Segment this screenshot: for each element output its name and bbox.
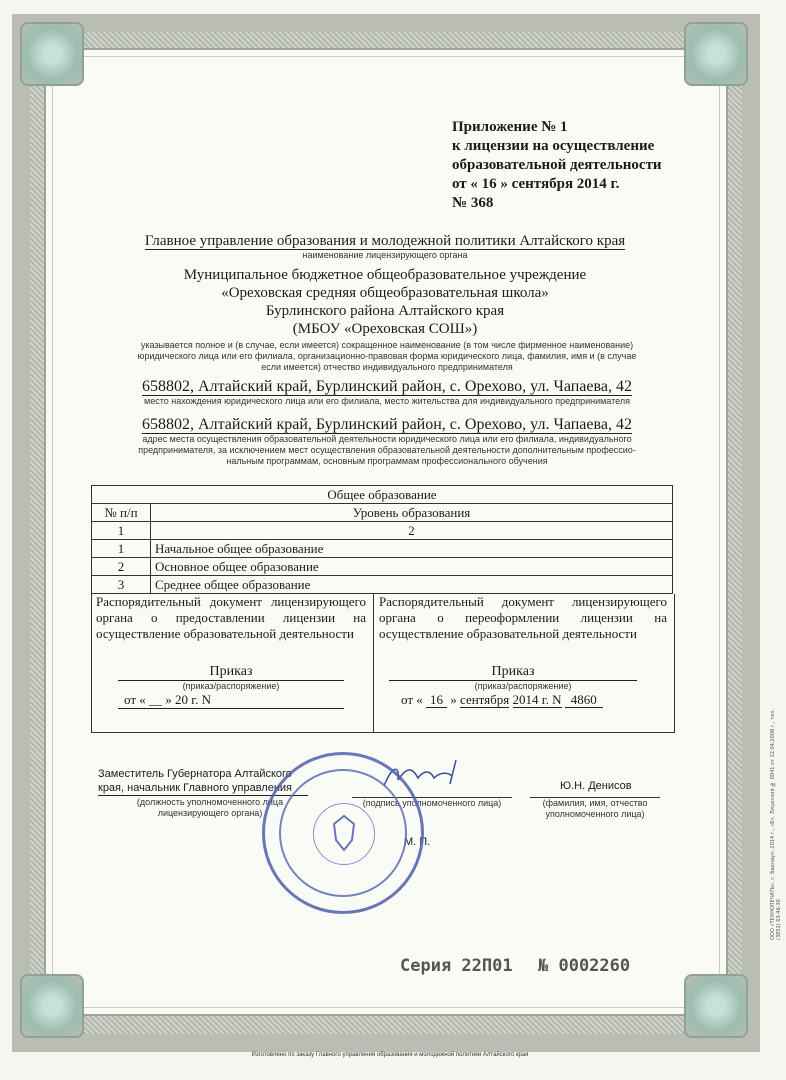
- location-value: 658802, Алтайский край, Бурлинский район, с. Орехово, ул. Чапаева, 42: [142, 378, 632, 395]
- licensee-line-3: Бурлинского района Алтайского края: [265, 303, 505, 319]
- order-right-type: Приказ: [389, 664, 637, 681]
- corner-ornament-br: [684, 974, 748, 1038]
- side-imprint: ООО «ТЕХНОПЕЧАТЬ», г. Барнаул, 2014 г., «Б». Лицензия № 0041 от 22.04.2008 г., тел. (3852) 63-46-36: [770, 709, 782, 940]
- order-right-date-prefix: от «: [401, 692, 423, 707]
- licensee-caption-2: юридического лица или его филиала, организационно-правовая форма юридического лица, фамилия, имя и (в случае: [137, 351, 637, 361]
- activity-address-caption-2: предпринимателя, за исключением мест осуществления образовательной деятельности дополнительным профессио-: [138, 445, 636, 455]
- signatory-name: Ю.Н. Денисов: [560, 780, 632, 792]
- signature-caption: (подпись уполномоченного лица): [352, 797, 512, 809]
- official-seal: [262, 752, 424, 914]
- position-caption-2: лицензирующего органа): [157, 808, 263, 818]
- order-right: [379, 594, 667, 732]
- orders-divider: [373, 594, 374, 732]
- licensee-caption-3: если имеется) отчество индивидуального предпринимателя: [261, 362, 513, 372]
- licensing-body: [100, 233, 670, 261]
- name-caption-1: (фамилия, имя, отчество: [542, 798, 648, 808]
- licensing-body-caption: наименование лицензирующего органа: [302, 250, 468, 260]
- order-left-text: Распорядительный документ лицензирующего органа о предоставлении лицензии на осуществление образовательной деятельности: [96, 594, 366, 641]
- row-level: Начальное общее образование: [151, 540, 673, 558]
- order-right-date-mid: »: [450, 692, 457, 707]
- appendix-number: № 368: [452, 195, 494, 211]
- row-num: 3: [92, 576, 151, 594]
- order-left-date: от « __ » 20 г. N: [118, 692, 344, 709]
- licensee-line-4: (МБОУ «Ореховская СОШ»): [292, 321, 478, 337]
- row-num: 2: [92, 558, 151, 576]
- appendix-header: [452, 118, 672, 213]
- stamp-place-mark: М. П.: [404, 836, 431, 848]
- licensee-line-2: «Ореховская средняя общеобразовательная школа»: [221, 285, 549, 301]
- table-row: [92, 576, 673, 594]
- activity-address-caption-3: нальным программам, основным программам профессионального обучения: [226, 456, 548, 466]
- location-caption: место нахождения юридического лица или его филиала, место жительства для индивидуального предпринимателя: [144, 396, 630, 406]
- order-right-date: [379, 692, 667, 708]
- position-caption-1: (должность уполномоченного лица: [136, 797, 284, 807]
- signatory-name-caption: [530, 797, 660, 820]
- corner-ornament-tl: [20, 22, 84, 86]
- coat-of-arms-icon: [313, 803, 375, 865]
- series-number: № 0002260: [538, 956, 631, 976]
- order-left-type: Приказ: [118, 664, 344, 681]
- corner-ornament-tr: [684, 22, 748, 86]
- table-row: [92, 540, 673, 558]
- order-right-month: сентября: [460, 692, 510, 707]
- signatory-position-1: Заместитель Губернатора Алтайского: [98, 768, 292, 780]
- order-left: [96, 594, 366, 732]
- row-level: Основное общее образование: [151, 558, 673, 576]
- education-levels-table: [91, 485, 673, 594]
- row-num: 1: [92, 540, 151, 558]
- corner-ornament-bl: [20, 974, 84, 1038]
- signatory-position-2: края, начальник Главного управления: [98, 781, 308, 796]
- appendix-subtitle-1: к лицензии на осуществление: [452, 138, 655, 154]
- col-level-header: Уровень образования: [151, 504, 673, 522]
- order-right-number: 4860: [565, 692, 603, 708]
- licensee-caption: [92, 340, 682, 373]
- licensee-line-1: Муниципальное бюджетное общеобразовательное учреждение: [183, 267, 587, 283]
- activity-address-value: 658802, Алтайский край, Бурлинский район, с. Орехово, ул. Чапаева, 42: [142, 416, 632, 433]
- index-cell-1: 1: [92, 522, 151, 540]
- licensee-caption-1: указывается полное и (в случае, если имеется) сокращенное наименование (в том числе фирменное наименование): [140, 340, 634, 350]
- licensing-body-name: Главное управление образования и молодежной политики Алтайского края: [144, 233, 626, 249]
- location: [92, 378, 682, 407]
- activity-address: [92, 416, 682, 467]
- table-section-title: Общее образование: [92, 486, 673, 504]
- footer-imprint: Изготовлено по заказу Главного управления образования и молодежной политики Алтайского края: [251, 1052, 529, 1058]
- series-label: Серия 22П01: [400, 956, 513, 976]
- appendix-title: Приложение № 1: [452, 119, 568, 135]
- order-right-type-caption: (приказ/распоряжение): [474, 681, 572, 691]
- name-caption-2: уполномоченного лица): [545, 809, 645, 819]
- row-level: Среднее общее образование: [151, 576, 673, 594]
- activity-address-caption-1: адрес места осуществления образовательной деятельности юридического лица или его филиала, индивидуального: [142, 434, 632, 444]
- appendix-date: от « 16 » сентября 2014 г.: [452, 176, 620, 192]
- order-right-text: Распорядительный документ лицензирующего органа о переоформлении лицензии на осуществление образовательной деятельности: [379, 594, 667, 641]
- index-cell-2: 2: [151, 522, 673, 540]
- licensee: [100, 266, 670, 338]
- col-num-header: № п/п: [92, 504, 151, 522]
- order-right-year: 2014 г. N: [512, 692, 562, 707]
- order-right-day: 16: [426, 692, 447, 708]
- table-row: [92, 558, 673, 576]
- appendix-subtitle-2: образовательной деятельности: [452, 157, 662, 173]
- order-left-type-caption: (приказ/распоряжение): [182, 681, 280, 691]
- orders-block: [91, 594, 675, 733]
